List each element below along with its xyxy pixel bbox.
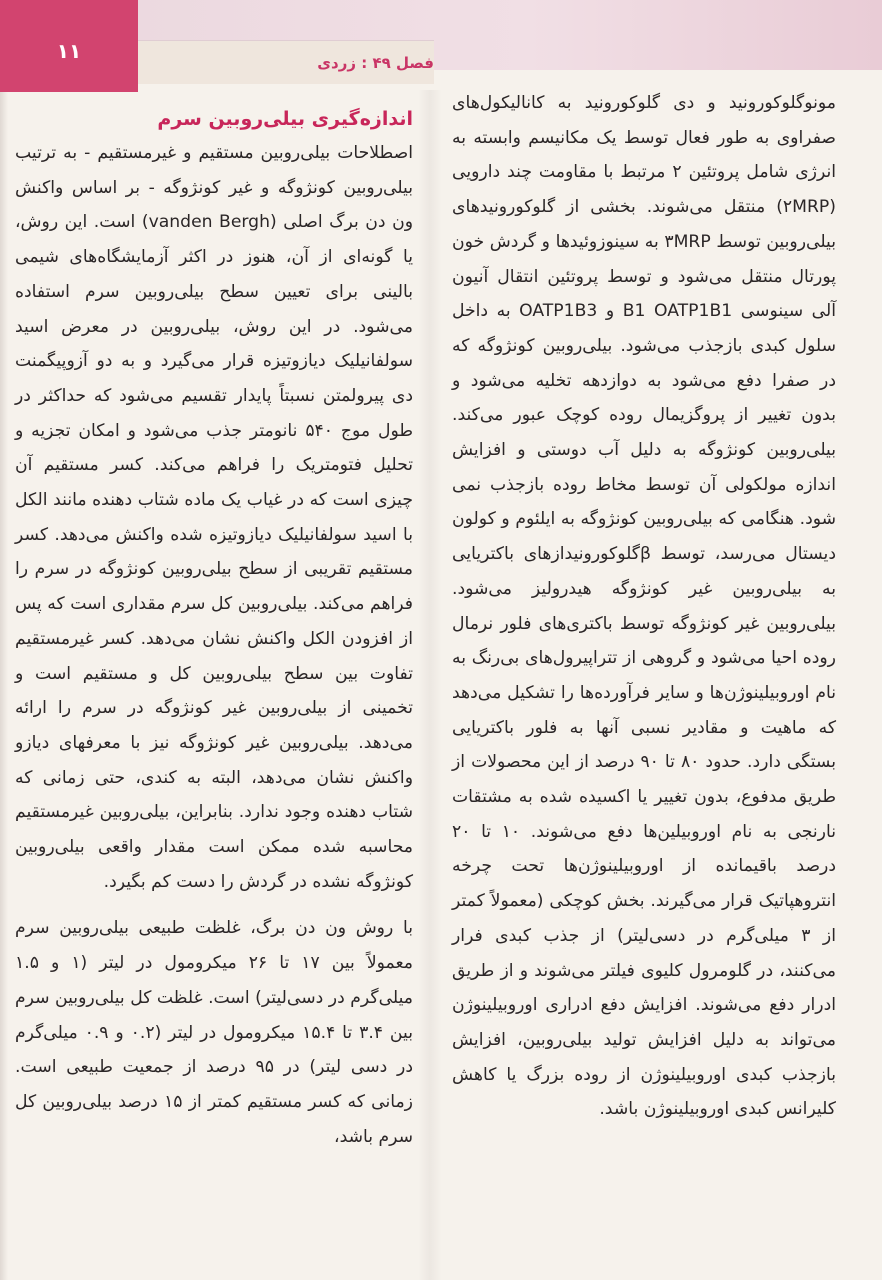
column-gutter	[418, 90, 442, 1280]
left-column-paragraph-1: اصطلاحات بیلی‌روبین مستقیم و غیرمستقیم - به ترتیب بیلی‌روبین کونژوگه و غیر کونژوگه - بر اساس واکنش ون دن برگ اصلی (vanden Bergh) است. این روش، یا گونه‌ای از آن، هنوز در اکثر آزمایشگاه‌های شیمی بالینی برای تعیین سطح بیلی‌روبین سرم استفاده می‌شود. در این روش، بیلی‌روبین در معرض اسید سولفانیلیک دیازوتیزه قرار می‌گیرد و به دو آزوپیگمنت دی پیرولمتن نسبتاً پایدار تقسیم می‌شود که حداکثر در طول موج ۵۴۰ نانومتر جذب می‌شود و امکان تجزیه و تحلیل فتومتریک را فراهم می‌کند. کسر مستقیم آن چیزی است که در غیاب یک ماده شتاب دهنده مانند الکل با اسید سولفانیلیک دیازوتیزه شده واکنش می‌دهد. کسر مستقیم تقریبی از سطح بیلی‌روبین کونژوگه در سرم را فراهم می‌کند. بیلی‌روبین کل سرم مقداری است که پس از افزودن الکل واکنش نشان می‌دهد. کسر غیرمستقیم تفاوت بین سطح بیلی‌روبین کل و مستقیم است و تخمینی از بیلی‌روبین غیر کونژوگه در سرم را ارائه می‌دهد. بیلی‌روبین غیر کونژوگه نیز با معرفهای دیازو واکنش نشان می‌دهد، البته به کندی، حتی زمانی که شتاب دهنده وجود ندارد. بنابراین، بیلی‌روبین غیرمستقیم محاسبه شده ممکن است مقدار واقعی بیلی‌روبین کونژوگه نشده در گردش را دست کم بگیرد.	[15, 143, 414, 892]
right-column-paragraph: مونوگلوکورونید و دی گلوکورونید به کانالیکول‌های صفراوی به طور فعال توسط یک مکانیسم وابسته به انرژی شامل پروتئین ۲ مرتبط با مقاومت چند دارویی (۲MRP) منتقل می‌شوند. بخشی از گلوکورونیدهای بیلی‌روبین توسط ۳MRP به سینوزوئیدها و گردش خون پورتال منتقل می‌شود و توسط پروتئین انتقال آنیون آلی سینوسی B1 OATP1B1 و OATP1B3 به داخل سلول کبدی بازجذب می‌شود. بیلی‌روبین کونژوگه که در صفرا دفع می‌شود به دوازدهه تخلیه می‌شود و بدون تغییر از پروگزیمال روده کوچک عبور می‌کند. بیلی‌روبین کونژوگه به دلیل آب دوستی و افزایش اندازه مولکولی آن توسط مخاط روده بازجذب نمی شود. هنگامی که بیلی‌روبین کونژوگه به ایلئوم و کولون دیستال می‌رسد، توسط βگلوکورونیدازهای باکتریایی به بیلی‌روبین غیر کونژوگه هیدرولیز می‌شود. بیلی‌روبین غیر کونژوگه توسط باکتری‌های فلور نرمال روده احیا می‌شود و گروهی از تتراپیرول‌های بی‌رنگ به نام اوروبیلینوژن‌ها و سایر فرآورده‌ها را تشکیل می‌دهد که ماهیت و مقادیر نسبی آنها به فلور باکتریایی بستگی دارد. حدود ۸۰ تا ۹۰ درصد از این محصولات از طریق مدفوع، بدون تغییر یا اکسیده شده به مشتقات نارنجی به نام اوروبیلین‌ها دفع می‌شوند. ۱۰ تا ۲۰ درصد باقیمانده از اوروبیلینوژن‌ها تحت چرخه انتروهپاتیک قرار می‌گیرند. بخش کوچکی (معمولاً کمتر از ۳ میلی‌گرم در دسی‌لیتر) از جذب کبدی فرار می‌کنند، در گلومرول کلیوی فیلتر می‌شوند و از طریق ادرار دفع می‌شوند. افزایش دفع ادراری اوروبیلینوژن می‌تواند به دلیل افزایش تولید بیلی‌روبین، افزایش بازجذب کبدی اوروبیلینوژن از روده بزرگ یا کاهش کلیرانس کبدی اوروبیلینوژن باشد.	[452, 93, 836, 1120]
left-column	[15, 86, 413, 1154]
page-edge-shadow	[0, 92, 8, 1280]
left-column-paragraph-2: با روش ون دن برگ، غلظت طبیعی بیلی‌روبین سرم معمولاً بین ۱۷ تا ۲۶ میکرومول در لیتر (۱ و ۱.۵ میلی‌گرم در دسی‌لیتر) است. غلظت کل بیلی‌روبین سرم بین ۳.۴ تا ۱۵.۴ میکرومول در لیتر (۰.۲ و ۰.۹ میلی‌گرم در دسی لیتر) در ۹۵ درصد از جمعیت طبیعی است. زمانی که کسر مستقیم کمتر از ۱۵ درصد بیلی‌روبین کل سرم باشد،	[15, 918, 413, 1147]
chapter-title: فصل ۴۹ : زردی	[317, 53, 434, 72]
section-title: اندازه‌گیری بیلی‌روبین سرم	[157, 108, 413, 130]
page-number: ۱۱	[56, 39, 82, 63]
chapter-header	[138, 40, 434, 84]
right-column	[452, 86, 836, 1127]
page-number-box	[0, 0, 138, 92]
